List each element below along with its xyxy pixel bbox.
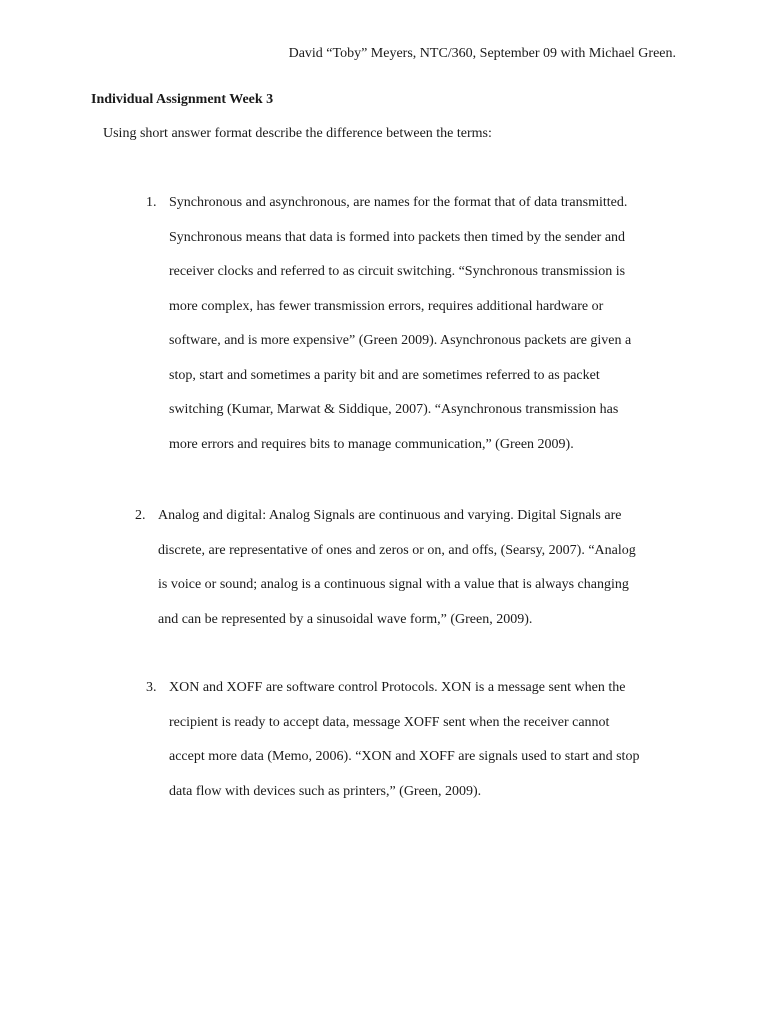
list-item-line: Synchronous and asynchronous, are names for the format that of data transmitted.: [169, 195, 628, 210]
intro-paragraph: Using short answer format describe the difference between the terms:: [103, 126, 492, 141]
list-item-line: stop, start and sometimes a parity bit and are sometimes referred to as packet: [169, 367, 600, 383]
running-header: David “Toby” Meyers, NTC/360, September 09 with Michael Green.: [288, 46, 676, 61]
list-item-number: 1.: [146, 195, 157, 210]
document-title: Individual Assignment Week 3: [91, 92, 274, 107]
list-item-line: switching (Kumar, Marwat & Siddique, 2007). “Asynchronous transmission has: [169, 402, 619, 417]
list-item-line: is voice or sound; analog is a continuous signal with a value that is always changing: [158, 577, 629, 592]
list-item-line: Synchronous means that data is formed into packets then timed by the sender and: [169, 229, 626, 245]
list-item-line: Analog and digital: Analog Signals are continuous and varying. Digital Signals are: [158, 508, 622, 523]
list-item-line: data flow with devices such as printers,” (Green, 2009).: [169, 783, 482, 799]
list-item-line: recipient is ready to accept data, message XOFF sent when the receiver cannot: [169, 714, 610, 730]
list-item-line: receiver clocks and referred to as circuit switching. “Synchronous transmission is: [169, 264, 626, 279]
list-item-number: 3.: [146, 680, 157, 695]
list-item-line: software, and is more expensive” (Green 2009). Asynchronous packets are given a: [169, 333, 632, 348]
list-item-number: 2.: [135, 508, 146, 523]
list-item-line: and can be represented by a sinusoidal wave form,” (Green, 2009).: [158, 611, 533, 627]
list-item-line: more complex, has fewer transmission errors, requires additional hardware or: [169, 298, 604, 314]
list-item-line: accept more data (Memo, 2006). “XON and XOFF are signals used to start and stop: [169, 749, 640, 764]
list-item-line: discrete, are representative of ones and zeros or on, and offs, (Searsy, 2007). “Analog: [158, 542, 636, 558]
list-item-line: more errors and requires bits to manage communication,” (Green 2009).: [169, 436, 574, 452]
list-item-line: XON and XOFF are software control Protocols. XON is a message sent when the: [169, 680, 626, 695]
